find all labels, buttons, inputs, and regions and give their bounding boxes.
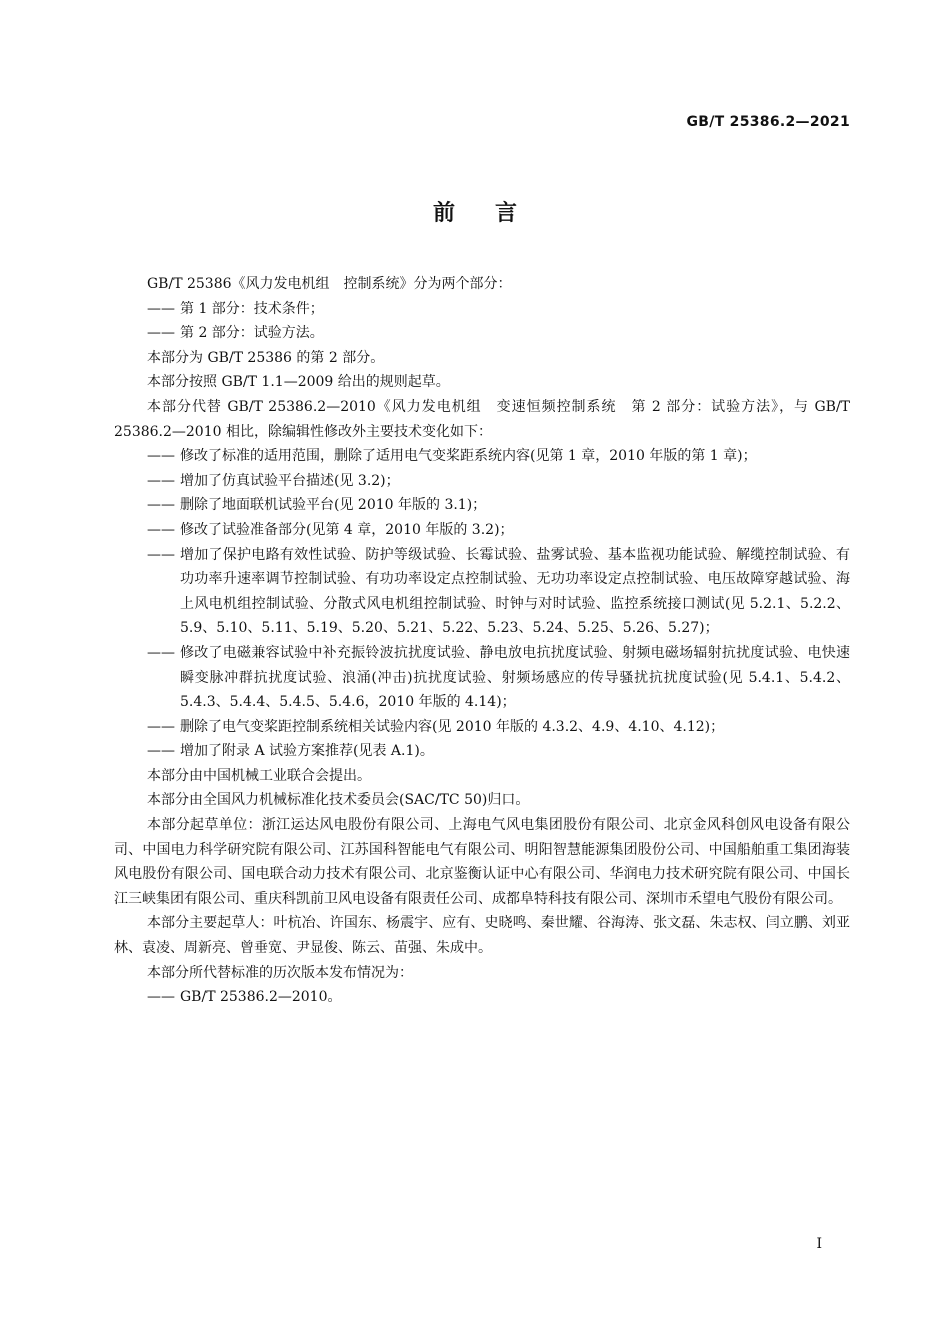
this-part-statement: 本部分为 GB/T 25386 的第 2 部分。 (147, 349, 385, 366)
parts-intro: GB/T 25386《风力发电机组 控制系统》分为两个部分： (147, 276, 512, 292)
change-item: —— 增加了保护电路有效性试验、防护等级试验、长霉试验、盐雾试验、基本监视功能试验、解缆控制试验、有功功率升速率调节控制试验、有功功率设定点控制试验、无功功率设定点控制试验、电压故障穿越试验、海上风电机组控制试验、分散式风电机组控制试验、时钟与对时试验、监控系统接口测试(见 5.2.1、5.2.2、5.9、5.10、5.11、5.19、5.20、5.21、5.22、5.23、5.24、5.25、5.26、5.27)； (147, 546, 850, 637)
change-item: —— 修改了电磁兼容试验中补充振铃波抗扰度试验、静电放电抗扰度试验、射频电磁场辐射抗扰度试验、电快速瞬变脉冲群抗扰度试验、浪涌(冲击)抗扰度试验、射频场感应的传导骚扰抗扰度试验(见 5.4.1、5.4.2、5.4.3、5.4.4、5.4.5、5.4.6，2010 年版的 4.14)； (147, 644, 850, 711)
change-item: —— 删除了电气变桨距控制系统相关试验内容(见 2010 年版的 4.3.2、4.9、4.10、4.12)； (147, 718, 725, 735)
change-item: —— 删除了地面联机试验平台(见 2010 年版的 3.1)； (147, 497, 487, 514)
standard-number: GB/T 25386.2—2021 (686, 114, 850, 130)
history-intro: 本部分所代替标准的历次版本发布情况为： (147, 964, 413, 981)
replaces-statement: 本部分代替 GB/T 25386.2—2010《风力发电机组 变速恒频控制系统 第 2 部分：试验方法》，与 GB/T 25386.2—2010 相比，除编辑性修改外主要技术变化如下： (114, 398, 850, 440)
page-number: I (816, 1236, 822, 1252)
drafters: 本部分主要起草人：叶杭冶、许国东、杨震宇、应有、史晓鸣、秦世耀、谷海涛、张文磊、朱志权、闫立鹏、刘亚林、袁凌、周新亮、曾垂宽、尹显俊、陈云、苗强、朱成中。 (114, 915, 850, 957)
page-title: 前言 (432, 201, 557, 226)
change-item: —— 修改了标准的适用范围，删除了适用电气变桨距系统内容(见第 1 章，2010 年版的第 1 章)； (147, 448, 757, 465)
history-item: —— GB/T 25386.2—2010。 (147, 989, 342, 1006)
drafting-units: 本部分起草单位：浙江运达风电股份有限公司、上海电气风电集团股份有限公司、北京金风科创风电设备有限公司、中国电力科学研究院有限公司、江苏国科智能电气有限公司、明阳智慧能源集团股份公司、中国船舶重工集团海装风电股份有限公司、国电联合动力技术有限公司、北京鉴衡认证中心有限公司、华润电力技术研究院有限公司、中国长江三峡集团有限公司、重庆科凯前卫风电设备有限责任公司、成都阜特科技有限公司、深圳市禾望电气股份有限公司。 (114, 817, 850, 907)
change-item: —— 增加了附录 A 试验方案推荐(见表 A.1)。 (147, 743, 434, 760)
change-item: —— 增加了仿真试验平台描述(见 3.2)； (147, 472, 400, 489)
foreword-body (114, 272, 850, 1010)
jurisdiction: 本部分由全国风力机械标准化技术委员会(SAC/TC 50)归口。 (147, 792, 530, 809)
part-item: —— 第 1 部分：技术条件； (147, 300, 324, 317)
drafting-rule: 本部分按照 GB/T 1.1—2009 给出的规则起草。 (147, 374, 450, 391)
proposed-by: 本部分由中国机械工业联合会提出。 (147, 767, 371, 784)
change-item: —— 修改了试验准备部分(见第 4 章，2010 年版的 3.2)； (147, 521, 514, 538)
part-item: —— 第 2 部分：试验方法。 (147, 325, 324, 342)
